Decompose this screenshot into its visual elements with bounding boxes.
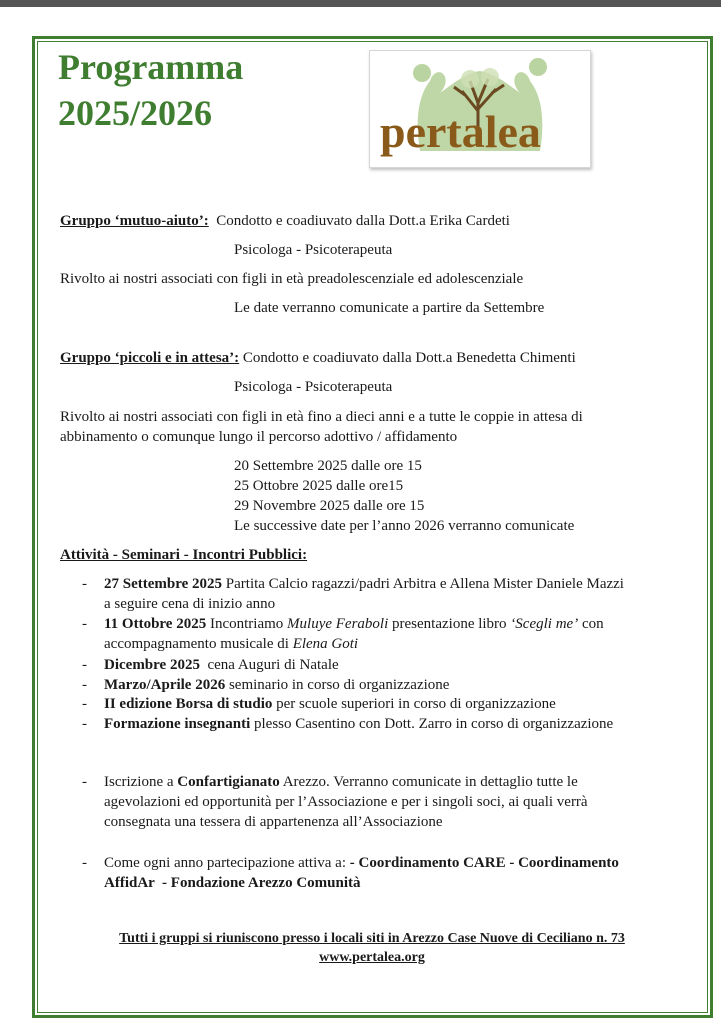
list-item: Dicembre 2025 cena Auguri di Natale xyxy=(104,657,339,673)
gruppo2-line xyxy=(60,349,576,367)
gruppo2-audience-1: Rivolto ai nostri associati con figli in età fino a dieci anni e a tutte le coppie in attesa di xyxy=(60,409,583,425)
gruppo1-line xyxy=(60,212,510,230)
footer-website[interactable]: www.pertalea.org xyxy=(319,950,425,965)
title-line-1: Programma xyxy=(58,47,244,87)
list-dash: - xyxy=(82,716,87,732)
gruppo2-conductor: Condotto e coadiuvato dalla Dott.a Benedetta Chimenti xyxy=(242,350,576,366)
list-item: Formazione insegnanti plesso Casentino con Dott. Zarro in corso di organizzazione xyxy=(104,716,614,732)
list-item-cont: accompagnamento musicale di Elena Goti xyxy=(104,636,359,652)
gruppo1-conductor: Condotto e coadiuvato dalla Dott.a Erika Cardeti xyxy=(216,213,510,229)
gruppo2-date-3: 29 Novembre 2025 dalle ore 15 xyxy=(234,498,425,514)
footer-address: Tutti i gruppi si riuniscono presso i locali siti in Arezzo Case Nuove di Ceciliano n. 73 xyxy=(119,931,625,946)
iscrizione-line-3: consegnata una tessera di appartenenza all’Associazione xyxy=(104,814,443,830)
gruppo1-audience: Rivolto ai nostri associati con figli in età preadolescenziale ed adolescenziale xyxy=(60,271,524,287)
title-line-2: 2025/2026 xyxy=(58,93,213,133)
gruppo2-date-1: 20 Settembre 2025 dalle ore 15 xyxy=(234,458,422,474)
page-title xyxy=(58,44,243,136)
pertalea-logo xyxy=(369,50,591,168)
list-dash: - xyxy=(82,616,87,632)
list-dash: - xyxy=(82,774,87,790)
logo-text: pertalea xyxy=(380,106,541,157)
list-item: II edizione Borsa di studio per scuole superiori in corso di organizzazione xyxy=(104,696,556,712)
gruppo2-role: Psicologa - Psicoterapeuta xyxy=(234,379,393,395)
list-item: 27 Settembre 2025 Partita Calcio ragazzi/padri Arbitra e Allena Mister Daniele Mazzi xyxy=(104,576,624,592)
partecipazione-line-1: Come ogni anno partecipazione attiva a: - Coordinamento CARE - Coordinamento xyxy=(104,855,619,871)
list-item-cont: a seguire cena di inizio anno xyxy=(104,596,276,612)
gruppo2-date-4: Le successive date per l’anno 2026 verranno comunicate xyxy=(234,518,575,534)
iscrizione-line-2: agevolazioni ed opportunità per l’Associazione e per i singoli soci, ai quali verrà xyxy=(104,794,588,810)
gruppo2-audience-2: abbinamento o comunque lungo il percorso adottivo / affidamento xyxy=(60,429,458,445)
list-item: Marzo/Aprile 2026 seminario in corso di organizzazione xyxy=(104,677,450,693)
iscrizione-line-1: Iscrizione a Confartigianato Arezzo. Verranno comunicate in dettaglio tutte le xyxy=(104,774,578,790)
attivita-heading: Attività - Seminari - Incontri Pubblici: xyxy=(60,547,308,563)
list-dash: - xyxy=(82,696,87,712)
list-dash: - xyxy=(82,576,87,592)
gruppo1-label: Gruppo ‘mutuo-aiuto’: xyxy=(60,213,209,229)
top-bar xyxy=(0,0,721,7)
list-item: 11 Ottobre 2025 Incontriamo Muluye Feraboli presentazione libro ‘Scegli me’ con xyxy=(104,616,604,632)
gruppo1-role: Psicologa - Psicoterapeuta xyxy=(234,242,393,258)
gruppo2-date-2: 25 Ottobre 2025 dalle ore15 xyxy=(234,478,404,494)
list-dash: - xyxy=(82,855,87,871)
partecipazione-line-2: AffidAr - Fondazione Arezzo Comunità xyxy=(104,875,361,891)
list-dash: - xyxy=(82,657,87,673)
gruppo1-dates: Le date verranno comunicate a partire da Settembre xyxy=(234,300,545,316)
list-dash: - xyxy=(82,677,87,693)
gruppo2-label: Gruppo ‘piccoli e in attesa’: xyxy=(60,350,240,366)
